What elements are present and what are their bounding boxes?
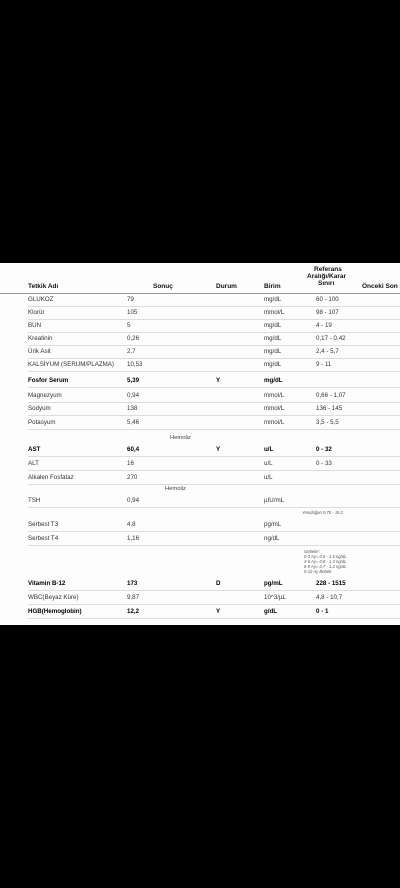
test-name: Klorür	[28, 309, 45, 316]
test-value: 4,8	[127, 521, 136, 528]
table-row	[28, 471, 400, 485]
test-reference: 3,5 - 5,5	[316, 419, 339, 426]
test-name: Kreatinin	[28, 335, 53, 342]
table-row	[28, 389, 400, 403]
test-name: Sodyum	[28, 405, 51, 412]
test-name: BUN	[28, 322, 42, 329]
table-row	[28, 518, 400, 532]
test-name: AST	[28, 446, 41, 453]
table-row	[28, 319, 400, 333]
test-value: 270	[127, 474, 138, 481]
test-value: 9,87	[127, 594, 140, 601]
test-unit: mmol/L	[264, 309, 285, 316]
test-value: 16	[127, 460, 134, 467]
table-row	[28, 443, 400, 457]
test-unit: g/dL	[264, 608, 278, 615]
hemolysis-note: Hemoliz	[170, 435, 191, 441]
test-value: 0,26	[127, 335, 140, 342]
table-header	[0, 263, 400, 294]
table-row	[28, 402, 400, 416]
test-value: 10,53	[127, 361, 143, 368]
test-reference: 0 - 32	[316, 446, 332, 453]
header-result: Sonuç	[153, 283, 173, 290]
test-unit: mg/dL	[264, 377, 283, 384]
test-unit: mmol/L	[264, 405, 285, 412]
test-value: 2,7	[127, 348, 136, 355]
test-unit: mg/dL	[264, 361, 282, 368]
table-row	[28, 306, 400, 320]
tsh-reference-note: Yenidoğan 0.70 - 15.2	[302, 510, 343, 515]
test-unit: mmol/L	[264, 392, 285, 399]
test-value: 5	[127, 322, 131, 329]
b12-note-line: Gebeler:	[304, 549, 321, 554]
test-reference: 136 - 145	[316, 405, 343, 412]
test-name: Serbest T4	[28, 535, 59, 542]
test-status: D	[216, 580, 221, 587]
test-name: Vitamin B-12	[28, 580, 66, 587]
b12-note-line: 6-9 Ay= 0.7 - 1.2 ng/dL	[304, 564, 347, 569]
table-row	[28, 416, 400, 430]
table-row	[28, 332, 400, 346]
test-name: TSH	[28, 497, 41, 504]
header-unit: Birim	[264, 283, 281, 290]
b12-note-line: 0-12 Ay Bebek:	[304, 569, 333, 574]
test-status: Y	[216, 446, 221, 453]
test-value: 79	[127, 296, 134, 303]
table-row	[28, 605, 400, 619]
test-unit: mg/dL	[264, 322, 282, 329]
test-value: 0,94	[127, 392, 140, 399]
test-reference: 0,17 - 0,42	[316, 335, 346, 342]
test-name: WBC(Beyaz Küre)	[28, 594, 79, 601]
b12-note-line: 3-6 Ay= 0.8 - 1.3 ng/dL	[304, 559, 347, 564]
test-reference: 0 - 1	[316, 608, 329, 615]
test-reference: 228 - 1515	[316, 580, 346, 587]
test-value: 60,4	[127, 446, 140, 453]
test-value: 0,94	[127, 497, 140, 504]
test-name: HGB(Hemoglobin)	[28, 608, 82, 615]
header-test-name: Tetkik Adı	[28, 283, 59, 290]
table-row	[28, 358, 400, 372]
test-unit: mg/dL	[264, 296, 282, 303]
test-value: 173	[127, 580, 138, 587]
b12-reference-notes	[304, 549, 347, 574]
table-row	[28, 494, 400, 508]
test-name: Alkalen Fosfataz	[28, 474, 74, 481]
test-name: Fosfor Serum	[28, 377, 69, 384]
test-unit: u/L	[264, 446, 274, 453]
test-reference: 2,4 - 5,7	[316, 348, 339, 355]
test-unit: 10^3/µL	[264, 594, 286, 601]
test-reference: 0,66 - 1,07	[316, 392, 346, 399]
header-status: Durum	[216, 283, 237, 290]
test-value: 5,39	[127, 377, 140, 384]
test-name: KALSİYUM (SERUM/PLAZMA)	[28, 361, 114, 368]
test-value: 5,46	[127, 419, 140, 426]
test-reference: 4,8 - 10,7	[316, 594, 343, 601]
table-row	[28, 345, 400, 359]
test-reference: 9 - 11	[316, 361, 332, 368]
test-name: Magnezyum	[28, 392, 62, 399]
test-reference: 4 - 19	[316, 322, 332, 329]
test-unit: pg/mL	[264, 580, 283, 587]
table-row	[28, 293, 400, 307]
test-unit: mmol/L	[264, 419, 285, 426]
table-row	[28, 591, 400, 605]
table-row	[28, 577, 400, 591]
test-value: 1,16	[127, 535, 140, 542]
test-status: Y	[216, 377, 221, 384]
test-name: GLUKOZ	[28, 296, 54, 303]
table-row	[28, 532, 400, 546]
test-value: 138	[127, 405, 138, 412]
test-unit: ng/dL	[264, 535, 280, 542]
test-reference: 0 - 33	[316, 460, 332, 467]
table-row	[28, 374, 400, 388]
header-reference-1: Referans	[314, 266, 342, 273]
header-reference-3: Sınırı	[318, 280, 335, 287]
test-unit: u/L	[264, 474, 273, 481]
test-value: 105	[127, 309, 138, 316]
lab-report-page	[0, 263, 400, 625]
test-name: Ürik Asit	[28, 348, 51, 355]
b12-note-line: 0-3 Ay= 0.6 - 1.5 ng/dL	[304, 554, 347, 559]
test-name: Serbest T3	[28, 521, 59, 528]
test-name: Potasyum	[28, 419, 56, 426]
test-unit: mg/dL	[264, 335, 282, 342]
test-unit: pg/mL	[264, 521, 282, 528]
test-unit: u/L	[264, 460, 273, 467]
test-name: ALT	[28, 460, 39, 467]
test-reference: 60 - 100	[316, 296, 339, 303]
table-row	[28, 457, 400, 471]
test-status: Y	[216, 608, 221, 615]
hemolysis-note: Hemoliz	[165, 486, 186, 492]
test-reference: 98 - 107	[316, 309, 339, 316]
test-unit: µIU/mL	[264, 497, 285, 504]
test-value: 12,2	[127, 608, 140, 615]
test-unit: mg/dL	[264, 348, 282, 355]
header-previous: Önceki Son	[362, 283, 398, 290]
header-reference-2: Aralığı/Karar	[307, 273, 347, 280]
